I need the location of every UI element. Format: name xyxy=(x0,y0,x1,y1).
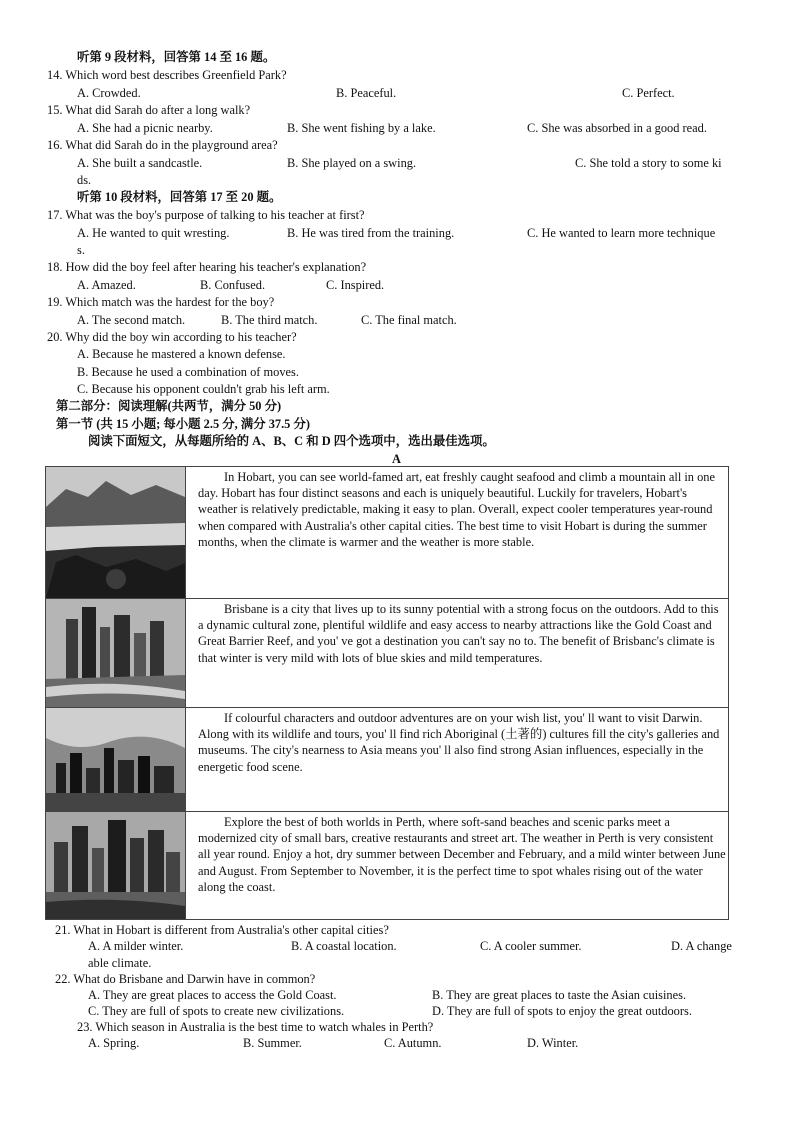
option-22b[interactable]: B. They are great places to taste the Asian cuisines. xyxy=(432,988,687,1002)
section-10-heading: 听第 10 段材料，回答第 17 至 20 题。 xyxy=(77,190,282,204)
option-17a[interactable]: A. He wanted to quit wresting. xyxy=(77,226,230,240)
passage-row-hobart xyxy=(46,467,728,599)
option-15a[interactable]: A. She had a picnic nearby. xyxy=(77,121,213,135)
option-14a[interactable]: A. Crowded. xyxy=(77,86,141,100)
option-23b[interactable]: B. Summer. xyxy=(243,1036,302,1050)
question-21: 21. What in Hobart is different from Australia's other capital cities? xyxy=(55,923,389,937)
option-23c[interactable]: C. Autumn. xyxy=(384,1036,442,1050)
option-21d[interactable]: D. A change xyxy=(671,939,732,953)
reading-instruction: 阅读下面短文，从每题所给的 A、B、C 和 D 四个选项中，选出最佳选项。 xyxy=(88,434,495,448)
option-15b[interactable]: B. She went fishing by a lake. xyxy=(287,121,436,135)
part-2-title: 第二部分：阅读理解(共两节，满分 50 分) xyxy=(56,399,282,413)
passage-perth-text: Explore the best of both worlds in Perth, where soft-sand beaches and scenic parks meet a modernized city of small bars, creative restaurants and street art. The weather in Perth is very consistent all year round. Enjoy a hot, dry summer between December and February, and a mild winter between June and August. From September to November, it is the perfect time to spot whales rising out of the water along the coast. xyxy=(198,815,726,894)
question-16: 16. What did Sarah do in the playground area? xyxy=(47,138,278,152)
option-22c[interactable]: C. They are full of spots to create new civilizations. xyxy=(88,1004,345,1018)
option-21a[interactable]: A. A milder winter. xyxy=(88,939,184,953)
option-19c[interactable]: C. The final match. xyxy=(361,313,457,327)
brisbane-photo xyxy=(46,599,186,707)
passage-hobart-text: In Hobart, you can see world-famed art, eat freshly caught seafood and climb a mountain all in one day. Hobart has four distinct seasons and each is uniquely beautiful. Luckily for travelers, Hobart's weather is relatively predictable, making it easy to plan. Overall, expect cooler temperatures year-round when compared with Australia's other capital cities. The best time to visit Hobart is during the summer months, when the climate is warmer and the weather is more stable. xyxy=(198,470,715,549)
question-14: 14. Which word best describes Greenfield Park? xyxy=(47,68,287,82)
option-18c[interactable]: C. Inspired. xyxy=(326,278,385,292)
option-19b[interactable]: B. The third match. xyxy=(221,313,318,327)
passage-row-perth xyxy=(46,812,728,919)
option-21b[interactable]: B. A coastal location. xyxy=(291,939,397,953)
question-23: 23. Which season in Australia is the best time to watch whales in Perth? xyxy=(77,1020,434,1034)
question-17: 17. What was the boy's purpose of talking to his teacher at first? xyxy=(47,208,365,222)
question-18: 18. How did the boy feel after hearing his teacher's explanation? xyxy=(47,260,367,274)
option-16c[interactable]: C. She told a story to some ki xyxy=(575,156,722,170)
passage-table xyxy=(45,466,729,920)
option-23d[interactable]: D. Winter. xyxy=(527,1036,579,1050)
option-21d-wrap: able climate. xyxy=(88,956,152,970)
darwin-photo xyxy=(46,708,186,811)
option-18a[interactable]: A. Amazed. xyxy=(77,278,136,292)
question-15: 15. What did Sarah do after a long walk? xyxy=(47,103,251,117)
option-22a[interactable]: A. They are great places to access the Gold Coast. xyxy=(88,988,337,1002)
passage-label: A xyxy=(392,452,401,466)
question-19: 19. Which match was the hardest for the boy? xyxy=(47,295,275,309)
option-17b[interactable]: B. He was tired from the training. xyxy=(287,226,455,240)
option-14b[interactable]: B. Peaceful. xyxy=(336,86,397,100)
perth-photo xyxy=(46,812,186,919)
option-16b[interactable]: B. She played on a swing. xyxy=(287,156,417,170)
option-20c[interactable]: C. Because his opponent couldn't grab his left arm. xyxy=(77,382,330,396)
passage-darwin-text: If colourful characters and outdoor adventures are on your wish list, you' ll want to visit Darwin. Along with its wildlife and tours, you' ll find rich Aboriginal (土著的) cultures fill the city's galleries and museums. The city's nearness to Asia means you' ll also find strong Asian influences, especially in the energetic food scene. xyxy=(198,711,720,774)
question-20: 20. Why did the boy win according to his teacher? xyxy=(47,330,297,344)
option-20b[interactable]: B. Because he used a combination of moves. xyxy=(77,365,299,379)
option-16a[interactable]: A. She built a sandcastle. xyxy=(77,156,203,170)
option-19a[interactable]: A. The second match. xyxy=(77,313,186,327)
option-23a[interactable]: A. Spring. xyxy=(88,1036,140,1050)
option-18b[interactable]: B. Confused. xyxy=(200,278,266,292)
option-14c[interactable]: C. Perfect. xyxy=(622,86,675,100)
passage-row-brisbane xyxy=(46,599,728,708)
hobart-photo xyxy=(46,467,186,598)
passage-brisbane-text: Brisbane is a city that lives up to its sunny potential with a strong focus on the outdoors. Add to this a dynamic cultural zone, plentiful wildlife and easy access to nearby attractions like the Gold Coast and Great Barrier Reef, and you' ve got a destination you can't say no to. The benefit of Brisbanc's climate is that winter is very mild with lots of blue skies and mild temperatures. xyxy=(198,602,719,665)
option-20a[interactable]: A. Because he mastered a known defense. xyxy=(77,347,286,361)
option-17c[interactable]: C. He wanted to learn more technique xyxy=(527,226,716,240)
option-16c-wrap: ds. xyxy=(77,173,92,187)
option-15c[interactable]: C. She was absorbed in a good read. xyxy=(527,121,707,135)
option-22d[interactable]: D. They are full of spots to enjoy the great outdoors. xyxy=(432,1004,692,1018)
option-21c[interactable]: C. A cooler summer. xyxy=(480,939,582,953)
part-2-section-1: 第一节 (共 15 小题; 每小题 2.5 分, 满分 37.5 分) xyxy=(56,417,310,431)
passage-row-darwin xyxy=(46,708,728,812)
option-17c-wrap: s. xyxy=(77,243,85,257)
section-9-heading: 听第 9 段材料，回答第 14 至 16 题。 xyxy=(77,50,276,64)
question-22: 22. What do Brisbane and Darwin have in common? xyxy=(55,972,316,986)
